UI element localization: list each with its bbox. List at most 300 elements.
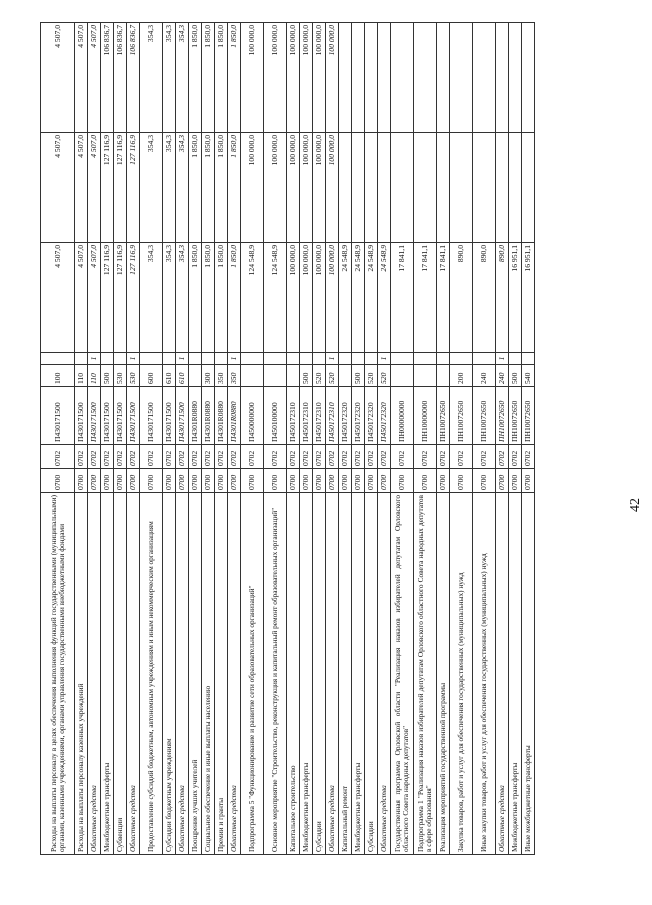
expense-type-code: 110 (88, 365, 101, 387)
section-code: 0700 (473, 469, 496, 493)
section-code: 0700 (352, 469, 365, 493)
amount-year-2 (473, 133, 496, 243)
row-name: Областные средства (176, 493, 189, 855)
amount-year-3: 106 836,7 (127, 23, 140, 133)
amount-year-2: 1 850,0 (189, 133, 202, 243)
amount-year-2: 100 000,0 (264, 133, 287, 243)
target-article-code: П430171500 (101, 387, 114, 445)
amount-year-3: 100 000,0 (287, 23, 300, 133)
table-row (450, 23, 473, 855)
amount-year-1: 124 548,9 (241, 243, 264, 353)
subsection-code: 0702 (114, 445, 127, 469)
subsection-code: 0702 (522, 445, 535, 469)
amount-year-1: 16 951,1 (509, 243, 522, 353)
row-name: Субсидии бюджетным учреждениям (163, 493, 176, 855)
page-number: 42 (628, 498, 643, 512)
amount-year-2: 1 850,0 (215, 133, 228, 243)
table-row (522, 23, 535, 855)
amount-year-1: 24 548,9 (365, 243, 378, 353)
subsection-code: 0702 (176, 445, 189, 469)
target-article-code: П430171500 (75, 387, 88, 445)
amount-year-1: 4 507,0 (41, 243, 75, 353)
amount-year-1: 1 850,0 (215, 243, 228, 353)
amount-year-3: 4 507,0 (41, 23, 75, 133)
subsection-code: 0702 (264, 445, 287, 469)
row-name: Государственная программа Орловской области "Реализация наказов избирателей депутатам Орловского областного Совета народных депутатов" (391, 493, 414, 855)
amount-year-3: 106 836,7 (101, 23, 114, 133)
subsection-code: 0702 (496, 445, 509, 469)
amount-year-3 (450, 23, 473, 133)
amount-year-1: 354,3 (163, 243, 176, 353)
section-code: 0700 (264, 469, 287, 493)
amount-year-1: 124 548,9 (264, 243, 287, 353)
funding-mark: 1 (326, 353, 339, 365)
amount-year-2 (496, 133, 509, 243)
expense-type-code: 240 (473, 365, 496, 387)
table-row (339, 23, 352, 855)
funding-mark (287, 353, 300, 365)
expense-type-code: 500 (352, 365, 365, 387)
section-code: 0700 (241, 469, 264, 493)
expense-type-code (241, 365, 264, 387)
target-article-code: П430171500 (114, 387, 127, 445)
row-name: Областные средства (228, 493, 241, 855)
amount-year-3 (365, 23, 378, 133)
subsection-code: 0702 (287, 445, 300, 469)
amount-year-2 (509, 133, 522, 243)
funding-mark (339, 353, 352, 365)
amount-year-3 (414, 23, 437, 133)
target-article-code: П430171500 (41, 387, 75, 445)
row-name: Межбюджетные трансферты (509, 493, 522, 855)
row-name: Реализация мероприятий государственной программы (437, 493, 450, 855)
expense-type-code (264, 365, 287, 387)
target-article-code: П4301R0880 (228, 387, 241, 445)
expense-type-code (437, 365, 450, 387)
row-name: Премии и гранты (215, 493, 228, 855)
section-code: 0700 (88, 469, 101, 493)
amount-year-1: 127 116,9 (101, 243, 114, 353)
target-article-code: П430171500 (163, 387, 176, 445)
section-code: 0700 (450, 469, 473, 493)
amount-year-1: 890,0 (496, 243, 509, 353)
amount-year-1: 4 507,0 (75, 243, 88, 353)
section-code: 0700 (509, 469, 522, 493)
table-row (496, 23, 509, 855)
funding-mark (414, 353, 437, 365)
section-code: 0700 (114, 469, 127, 493)
target-article-code: П450172320 (378, 387, 391, 445)
funding-mark (163, 353, 176, 365)
subsection-code: 0702 (352, 445, 365, 469)
target-article-code: П450172310 (300, 387, 313, 445)
amount-year-1: 100 000,0 (326, 243, 339, 353)
section-code: 0700 (41, 469, 75, 493)
section-code: 0700 (101, 469, 114, 493)
section-code: 0700 (228, 469, 241, 493)
amount-year-1: 1 850,0 (228, 243, 241, 353)
expense-type-code: 110 (75, 365, 88, 387)
subsection-code: 0702 (509, 445, 522, 469)
amount-year-1: 127 116,9 (127, 243, 140, 353)
table-row (300, 23, 313, 855)
subsection-code: 0702 (437, 445, 450, 469)
funding-mark: 1 (378, 353, 391, 365)
subsection-code: 0702 (140, 445, 163, 469)
budget-table-body (41, 23, 535, 855)
section-code: 0700 (391, 469, 414, 493)
amount-year-3 (339, 23, 352, 133)
amount-year-3: 1 850,0 (228, 23, 241, 133)
budget-table (40, 22, 535, 855)
table-row (75, 23, 88, 855)
section-code: 0700 (163, 469, 176, 493)
subsection-code: 0702 (326, 445, 339, 469)
funding-mark: 1 (228, 353, 241, 365)
row-name: Иные межбюджетные трансферты (522, 493, 535, 855)
target-article-code: ПН10072650 (437, 387, 450, 445)
table-row (176, 23, 189, 855)
expense-type-code: 100 (41, 365, 75, 387)
expense-type-code: 350 (215, 365, 228, 387)
subsection-code: 0702 (228, 445, 241, 469)
table-row (473, 23, 496, 855)
row-name: Межбюджетные трансферты (300, 493, 313, 855)
amount-year-3 (378, 23, 391, 133)
amount-year-2: 354,3 (163, 133, 176, 243)
expense-type-code: 530 (127, 365, 140, 387)
section-code: 0700 (437, 469, 450, 493)
target-article-code: П4301R0880 (215, 387, 228, 445)
table-row (88, 23, 101, 855)
target-article-code: П450172310 (313, 387, 326, 445)
target-article-code: П430171500 (127, 387, 140, 445)
section-code: 0700 (189, 469, 202, 493)
amount-year-1: 4 507,0 (88, 243, 101, 353)
section-code: 0700 (365, 469, 378, 493)
section-code: 0700 (522, 469, 535, 493)
amount-year-2: 100 000,0 (241, 133, 264, 243)
subsection-code: 0702 (300, 445, 313, 469)
section-code: 0700 (326, 469, 339, 493)
amount-year-3: 100 000,0 (313, 23, 326, 133)
target-article-code: ПН10072650 (522, 387, 535, 445)
funding-mark (75, 353, 88, 365)
amount-year-3: 106 836,7 (114, 23, 127, 133)
target-article-code: ПН10072650 (450, 387, 473, 445)
amount-year-2: 1 850,0 (228, 133, 241, 243)
subsection-code: 0702 (450, 445, 473, 469)
table-row (189, 23, 202, 855)
row-name: Предоставление субсидий бюджетным, автономным учреждениям и иным некоммерческим организациям (140, 493, 163, 855)
amount-year-3: 4 507,0 (75, 23, 88, 133)
expense-type-code: 610 (163, 365, 176, 387)
subsection-code: 0702 (41, 445, 75, 469)
section-code: 0700 (414, 469, 437, 493)
target-article-code: П450000000 (241, 387, 264, 445)
funding-mark (114, 353, 127, 365)
funding-mark: 1 (496, 353, 509, 365)
amount-year-2 (391, 133, 414, 243)
amount-year-3 (391, 23, 414, 133)
funding-mark (473, 353, 496, 365)
row-name: Расходы на выплаты персоналу в целях обеспечения выполнения функций государственными (муниципальными) органами, казенными учреждениями, органами управления государственными внебюджетными фондами (41, 493, 75, 855)
row-name: Поощрение лучших учителей (189, 493, 202, 855)
target-article-code: П450172320 (352, 387, 365, 445)
funding-mark (509, 353, 522, 365)
amount-year-2 (352, 133, 365, 243)
row-name: Областные средства (326, 493, 339, 855)
expense-type-code: 300 (202, 365, 215, 387)
target-article-code: П4301R0880 (202, 387, 215, 445)
amount-year-2: 100 000,0 (287, 133, 300, 243)
row-name: Социальное обеспечение и иные выплаты населению (202, 493, 215, 855)
funding-mark (140, 353, 163, 365)
section-code: 0700 (140, 469, 163, 493)
subsection-code: 0702 (339, 445, 352, 469)
amount-year-3 (509, 23, 522, 133)
funding-mark (365, 353, 378, 365)
amount-year-1: 1 850,0 (202, 243, 215, 353)
amount-year-3 (352, 23, 365, 133)
subsection-code: 0702 (101, 445, 114, 469)
funding-mark (202, 353, 215, 365)
amount-year-3: 354,3 (140, 23, 163, 133)
amount-year-2: 127 116,9 (101, 133, 114, 243)
funding-mark (300, 353, 313, 365)
subsection-code: 0702 (241, 445, 264, 469)
section-code: 0700 (300, 469, 313, 493)
amount-year-1: 24 548,9 (339, 243, 352, 353)
row-name: Областные средства (378, 493, 391, 855)
funding-mark (391, 353, 414, 365)
row-name: Субсидии (313, 493, 326, 855)
expense-type-code (391, 365, 414, 387)
amount-year-1: 890,0 (450, 243, 473, 353)
section-code: 0700 (496, 469, 509, 493)
subsection-code: 0702 (365, 445, 378, 469)
subsection-code: 0702 (75, 445, 88, 469)
subsection-code: 0702 (378, 445, 391, 469)
expense-type-code: 500 (300, 365, 313, 387)
amount-year-1: 17 841,1 (414, 243, 437, 353)
row-name: Закупка товаров, работ и услуг для обеспечения государственных (муниципальных) нужд (450, 493, 473, 855)
amount-year-1: 100 000,0 (313, 243, 326, 353)
row-name: Областные средства (88, 493, 101, 855)
expense-type-code: 200 (450, 365, 473, 387)
target-article-code: ПН10000000 (414, 387, 437, 445)
amount-year-3: 354,3 (163, 23, 176, 133)
row-name: Областные средства (496, 493, 509, 855)
subsection-code: 0702 (189, 445, 202, 469)
table-row (437, 23, 450, 855)
expense-type-code: 610 (176, 365, 189, 387)
amount-year-3: 100 000,0 (241, 23, 264, 133)
section-code: 0700 (75, 469, 88, 493)
amount-year-3: 1 850,0 (215, 23, 228, 133)
target-article-code: П450172320 (365, 387, 378, 445)
amount-year-2 (450, 133, 473, 243)
section-code: 0700 (287, 469, 300, 493)
expense-type-code: 500 (509, 365, 522, 387)
expense-type-code: 240 (496, 365, 509, 387)
amount-year-2 (365, 133, 378, 243)
row-name: Подпрограмма 5 "Функционирование и развитие сети образовательных организаций" (241, 493, 264, 855)
target-article-code: П430171500 (176, 387, 189, 445)
table-row (509, 23, 522, 855)
expense-type-code (414, 365, 437, 387)
target-article-code: П430171500 (88, 387, 101, 445)
target-article-code: П430171500 (140, 387, 163, 445)
funding-mark: 1 (176, 353, 189, 365)
funding-mark (189, 353, 202, 365)
funding-mark (241, 353, 264, 365)
row-name: Межбюджетные трансферты (352, 493, 365, 855)
amount-year-2: 354,3 (140, 133, 163, 243)
amount-year-2: 100 000,0 (313, 133, 326, 243)
amount-year-2: 127 116,9 (127, 133, 140, 243)
funding-mark: 1 (88, 353, 101, 365)
target-article-code: П4301R0880 (189, 387, 202, 445)
amount-year-1: 16 951,1 (522, 243, 535, 353)
amount-year-2 (414, 133, 437, 243)
row-name: Межбюджетные трансферты (101, 493, 114, 855)
amount-year-3 (473, 23, 496, 133)
amount-year-2: 1 850,0 (202, 133, 215, 243)
funding-mark (352, 353, 365, 365)
amount-year-1: 24 548,9 (378, 243, 391, 353)
expense-type-code: 500 (101, 365, 114, 387)
table-row (313, 23, 326, 855)
funding-mark (215, 353, 228, 365)
funding-mark (437, 353, 450, 365)
funding-mark (101, 353, 114, 365)
amount-year-3: 4 507,0 (88, 23, 101, 133)
section-code: 0700 (339, 469, 352, 493)
expense-type-code (189, 365, 202, 387)
amount-year-1: 127 116,9 (114, 243, 127, 353)
table-row (101, 23, 114, 855)
target-article-code: П450172320 (339, 387, 352, 445)
expense-type-code: 520 (365, 365, 378, 387)
table-row (326, 23, 339, 855)
table-row (264, 23, 287, 855)
section-code: 0700 (215, 469, 228, 493)
subsection-code: 0702 (215, 445, 228, 469)
target-article-code: ПН10072650 (509, 387, 522, 445)
table-row (241, 23, 264, 855)
target-article-code: П450172310 (287, 387, 300, 445)
target-article-code: ПН00000000 (391, 387, 414, 445)
amount-year-1: 354,3 (140, 243, 163, 353)
amount-year-3: 100 000,0 (300, 23, 313, 133)
section-code: 0700 (176, 469, 189, 493)
funding-mark (264, 353, 287, 365)
table-row (228, 23, 241, 855)
table-row (414, 23, 437, 855)
subsection-code: 0702 (414, 445, 437, 469)
subsection-code: 0702 (88, 445, 101, 469)
target-article-code: П450100000 (264, 387, 287, 445)
row-name: Субвенции (114, 493, 127, 855)
row-name: Подпрограмма 1 "Реализация наказов избирателей депутатам Орловского областного Совета народных депутатов в сфере образования" (414, 493, 437, 855)
subsection-code: 0702 (127, 445, 140, 469)
funding-mark: 1 (127, 353, 140, 365)
amount-year-3: 1 850,0 (189, 23, 202, 133)
amount-year-2: 4 507,0 (41, 133, 75, 243)
amount-year-2: 100 000,0 (326, 133, 339, 243)
amount-year-3: 354,3 (176, 23, 189, 133)
section-code: 0700 (378, 469, 391, 493)
expense-type-code: 520 (313, 365, 326, 387)
funding-mark (41, 353, 75, 365)
table-row (202, 23, 215, 855)
subsection-code: 0702 (202, 445, 215, 469)
table-row (365, 23, 378, 855)
amount-year-2: 354,3 (176, 133, 189, 243)
amount-year-1: 354,3 (176, 243, 189, 353)
amount-year-1: 24 548,9 (352, 243, 365, 353)
expense-type-code: 530 (114, 365, 127, 387)
row-name: Основное мероприятие "Строительство, реконструкция и капитальный ремонт образовательных организаций" (264, 493, 287, 855)
amount-year-1: 890,0 (473, 243, 496, 353)
target-article-code: ПН10072650 (473, 387, 496, 445)
amount-year-3: 1 850,0 (202, 23, 215, 133)
amount-year-3: 100 000,0 (326, 23, 339, 133)
row-name: Иные закупки товаров, работ и услуг для обеспечения государственных (муниципальных) нужд (473, 493, 496, 855)
target-article-code: П450172310 (326, 387, 339, 445)
section-code: 0700 (202, 469, 215, 493)
table-row (127, 23, 140, 855)
table-row (163, 23, 176, 855)
subsection-code: 0702 (473, 445, 496, 469)
table-row (287, 23, 300, 855)
row-name: Капитальное строительство (287, 493, 300, 855)
amount-year-1: 100 000,0 (300, 243, 313, 353)
expense-type-code: 600 (140, 365, 163, 387)
amount-year-1: 1 850,0 (189, 243, 202, 353)
section-code: 0700 (127, 469, 140, 493)
funding-mark (313, 353, 326, 365)
amount-year-2 (437, 133, 450, 243)
amount-year-2: 127 116,9 (114, 133, 127, 243)
expense-type-code: 520 (378, 365, 391, 387)
section-code: 0700 (313, 469, 326, 493)
expense-type-code (287, 365, 300, 387)
table-row (391, 23, 414, 855)
expense-type-code (339, 365, 352, 387)
subsection-code: 0702 (391, 445, 414, 469)
subsection-code: 0702 (313, 445, 326, 469)
funding-mark (522, 353, 535, 365)
amount-year-2: 100 000,0 (300, 133, 313, 243)
table-row (352, 23, 365, 855)
table-row (114, 23, 127, 855)
funding-mark (450, 353, 473, 365)
table-row (140, 23, 163, 855)
row-name: Субсидии (365, 493, 378, 855)
expense-type-code: 520 (326, 365, 339, 387)
amount-year-3: 100 000,0 (264, 23, 287, 133)
amount-year-3 (437, 23, 450, 133)
amount-year-2 (339, 133, 352, 243)
row-name: Расходы на выплаты персоналу казенных учреждений (75, 493, 88, 855)
amount-year-2 (378, 133, 391, 243)
amount-year-2 (522, 133, 535, 243)
expense-type-code: 540 (522, 365, 535, 387)
amount-year-3 (522, 23, 535, 133)
amount-year-1: 100 000,0 (287, 243, 300, 353)
